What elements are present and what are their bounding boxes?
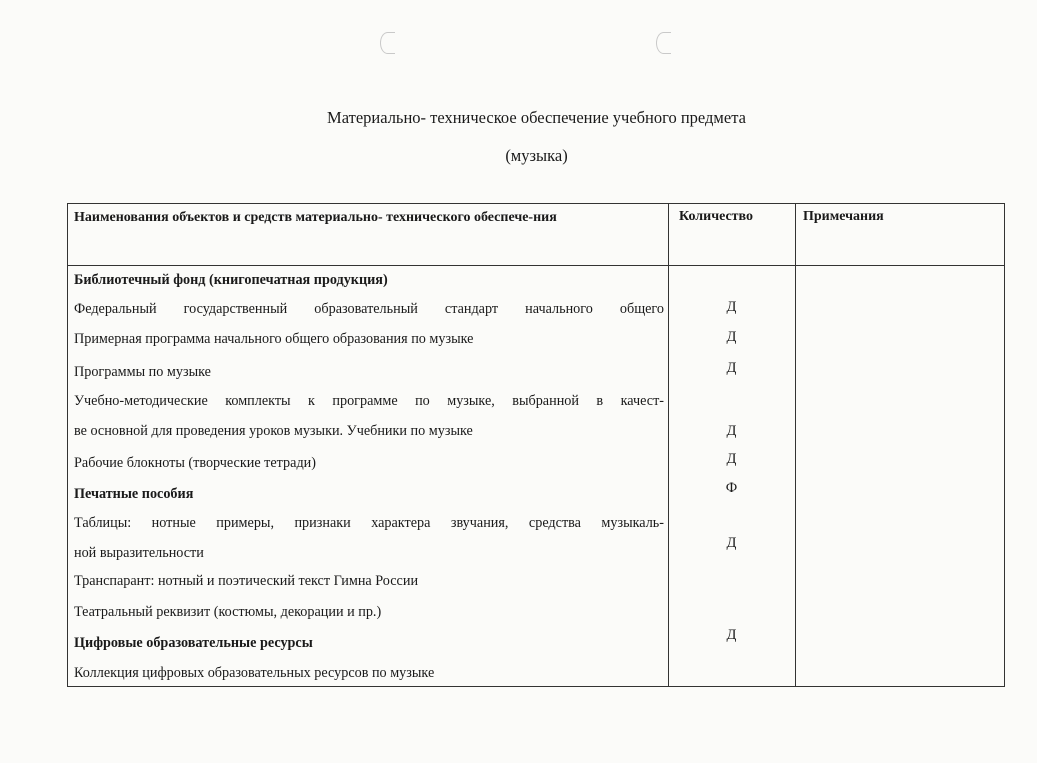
table-row-name: Таблицы: нотные примеры, признаки характера звучания, средства музыкаль- xyxy=(74,515,664,531)
header-divider xyxy=(68,265,1004,266)
table-row-name: Рабочие блокноты (творческие тетради) xyxy=(74,455,316,471)
column-divider xyxy=(668,204,669,686)
table-row-quantity: Ф xyxy=(725,480,738,496)
table-row-quantity: Д xyxy=(726,299,737,315)
table-row-quantity: Д xyxy=(726,423,737,439)
table-row-name: Транспарант: нотный и поэтический текст Гимна России xyxy=(74,573,419,589)
header-name: Наименования объектов и средств материально- технического обеспече-ния xyxy=(74,210,557,225)
table-row-quantity: Д xyxy=(726,329,737,345)
table-row-name: Примерная программа начального общего образования по музыке xyxy=(74,331,474,347)
table-row-name: Федеральный государственный образовательный стандарт начального общего xyxy=(74,301,664,317)
equipment-table xyxy=(67,203,1005,687)
table-row-quantity: Д xyxy=(726,535,737,551)
punch-hole-mark xyxy=(656,32,671,54)
table-row-quantity: Д xyxy=(726,360,737,376)
column-divider xyxy=(795,204,796,686)
table-row-name: ной выразительности xyxy=(74,545,204,561)
document-title: Материально- техническое обеспечение учебного предмета xyxy=(327,108,746,127)
document-subtitle: (музыка) xyxy=(505,146,568,165)
table-row-name: Библиотечный фонд (книгопечатная продукция) xyxy=(74,272,388,288)
table-row-quantity: Д xyxy=(726,627,737,643)
header-quantity: Количество xyxy=(679,209,754,224)
table-row-name: Программы по музыке xyxy=(74,364,211,380)
table-row-name: Печатные пособия xyxy=(74,486,194,502)
table-row-name: Учебно-методические комплекты к программе по музыке, выбранной в качест- xyxy=(74,393,664,409)
table-row-name: ве основной для проведения уроков музыки. Учебники по музыке xyxy=(74,423,473,439)
table-row-name: Цифровые образовательные ресурсы xyxy=(74,635,313,651)
table-row-name: Театральный реквизит (костюмы, декорации и пр.) xyxy=(74,604,382,620)
punch-hole-mark xyxy=(380,32,395,54)
table-row-quantity: Д xyxy=(726,451,737,467)
header-notes: Примечания xyxy=(803,209,884,224)
table-row-name: Коллекция цифровых образовательных ресурсов по музыке xyxy=(74,665,435,681)
